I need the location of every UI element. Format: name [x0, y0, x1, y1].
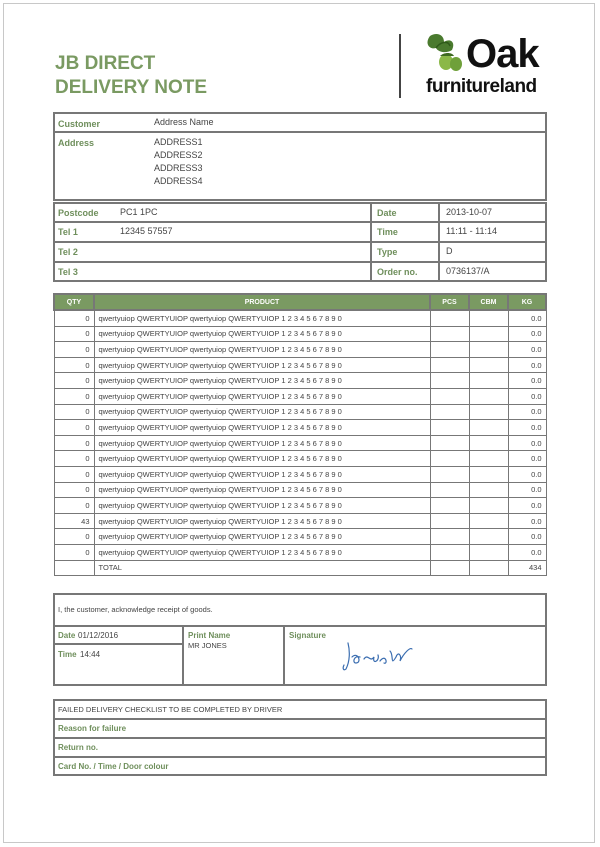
product-cell: qwertyuiop QWERTYUIOP qwertyuiop QWERTYUIOP 1 2 3 4 5 6 7 8 9 0: [94, 420, 430, 436]
divider: [283, 625, 285, 686]
type-value: D: [446, 246, 453, 256]
pcs-cell: [430, 404, 469, 420]
cbm-cell: [469, 388, 508, 404]
qty-cell: 0: [54, 342, 94, 358]
receipt-date-label: Date: [58, 631, 76, 640]
product-cell: qwertyuiop QWERTYUIOP qwertyuiop QWERTYUIOP 1 2 3 4 5 6 7 8 9 0: [94, 498, 430, 514]
cbm-cell: [469, 544, 508, 560]
product-cell: qwertyuiop QWERTYUIOP qwertyuiop QWERTYUIOP 1 2 3 4 5 6 7 8 9 0: [94, 342, 430, 358]
divider: [53, 643, 184, 645]
pcs-cell: [430, 357, 469, 373]
divider: [53, 221, 547, 223]
table-row: [54, 529, 546, 545]
divider: [438, 202, 440, 282]
kg-cell: 0.0: [508, 544, 546, 560]
kg-cell: 0.0: [508, 435, 546, 451]
kg-cell: 0.0: [508, 451, 546, 467]
pcs-cell: [430, 482, 469, 498]
header-divider: [399, 34, 401, 98]
kg-cell: 0.0: [508, 498, 546, 514]
tel1-label: Tel 1: [58, 227, 78, 237]
tel3-label: Tel 3: [58, 267, 78, 277]
kg-cell: 0.0: [508, 357, 546, 373]
cbm-cell: [469, 529, 508, 545]
table-row: [54, 420, 546, 436]
qty-cell: 0: [54, 544, 94, 560]
col-pcs: PCS: [430, 294, 469, 310]
qty-cell: 0: [54, 404, 94, 420]
address-line-4: ADDRESS4: [154, 176, 203, 186]
total-label: TOTAL: [94, 560, 430, 576]
cbm-cell: [469, 373, 508, 389]
product-cell: qwertyuiop QWERTYUIOP qwertyuiop QWERTYUIOP 1 2 3 4 5 6 7 8 9 0: [94, 466, 430, 482]
cbm-cell: [469, 357, 508, 373]
pcs-cell: [430, 326, 469, 342]
cbm-cell: [469, 498, 508, 514]
product-cell: qwertyuiop QWERTYUIOP qwertyuiop QWERTYUIOP 1 2 3 4 5 6 7 8 9 0: [94, 373, 430, 389]
qty-cell: 0: [54, 420, 94, 436]
cbm-cell: [469, 451, 508, 467]
customer-box: [53, 112, 547, 201]
product-cell: qwertyuiop QWERTYUIOP qwertyuiop QWERTYUIOP 1 2 3 4 5 6 7 8 9 0: [94, 435, 430, 451]
kg-cell: 0.0: [508, 466, 546, 482]
pcs-cell: [430, 435, 469, 451]
checklist-title: FAILED DELIVERY CHECKLIST TO BE COMPLETED BY DRIVER: [58, 705, 283, 714]
type-label: Type: [377, 247, 398, 257]
table-row: [54, 326, 546, 342]
document-title: [55, 52, 207, 100]
table-row: [54, 373, 546, 389]
total-kg: 434: [508, 560, 546, 576]
pcs-cell: [430, 310, 469, 326]
pcs-cell: [430, 513, 469, 529]
qty-cell: 0: [54, 388, 94, 404]
oak-leaf-icon: [422, 32, 468, 76]
pcs-cell: [430, 373, 469, 389]
product-cell: qwertyuiop QWERTYUIOP qwertyuiop QWERTYUIOP 1 2 3 4 5 6 7 8 9 0: [94, 482, 430, 498]
customer-value: Address Name: [154, 117, 214, 127]
divider: [53, 718, 547, 720]
product-cell: qwertyuiop QWERTYUIOP qwertyuiop QWERTYUIOP 1 2 3 4 5 6 7 8 9 0: [94, 513, 430, 529]
divider: [53, 625, 547, 627]
address-line-2: ADDRESS2: [154, 150, 203, 160]
cbm-cell: [469, 466, 508, 482]
table-row: [54, 388, 546, 404]
reason-label: Reason for failure: [58, 724, 127, 733]
logo: [420, 32, 550, 102]
print-name-label: Print Name: [188, 631, 231, 640]
divider: [53, 261, 547, 263]
qty-cell: 0: [54, 451, 94, 467]
product-cell: qwertyuiop QWERTYUIOP qwertyuiop QWERTYUIOP 1 2 3 4 5 6 7 8 9 0: [94, 310, 430, 326]
kg-cell: 0.0: [508, 373, 546, 389]
qty-cell: [54, 560, 94, 576]
acknowledge-text: I, the customer, acknowledge receipt of goods.: [58, 605, 213, 614]
product-cell: qwertyuiop QWERTYUIOP qwertyuiop QWERTYUIOP 1 2 3 4 5 6 7 8 9 0: [94, 388, 430, 404]
cbm-cell: [469, 482, 508, 498]
date-label: Date: [377, 208, 397, 218]
kg-cell: 0.0: [508, 388, 546, 404]
logo-subtitle: furnitureland: [426, 76, 537, 97]
col-cbm: CBM: [469, 294, 508, 310]
table-row: [54, 466, 546, 482]
qty-cell: 0: [54, 373, 94, 389]
pcs-cell: [430, 498, 469, 514]
product-cell: qwertyuiop QWERTYUIOP qwertyuiop QWERTYUIOP 1 2 3 4 5 6 7 8 9 0: [94, 357, 430, 373]
logo-oak-text: Oak: [466, 32, 539, 76]
order-label: Order no.: [377, 267, 418, 277]
customer-label: Customer: [58, 119, 101, 129]
address-label: Address: [58, 138, 95, 148]
qty-cell: 0: [54, 529, 94, 545]
cbm-cell: [469, 435, 508, 451]
product-cell: qwertyuiop QWERTYUIOP qwertyuiop QWERTYUIOP 1 2 3 4 5 6 7 8 9 0: [94, 451, 430, 467]
total-row: [54, 560, 546, 576]
table-row: [54, 513, 546, 529]
col-product: PRODUCT: [94, 294, 430, 310]
kg-cell: 0.0: [508, 420, 546, 436]
pcs-cell: [430, 529, 469, 545]
table-row: [54, 482, 546, 498]
col-qty: QTY: [54, 294, 94, 310]
pcs-cell: [430, 466, 469, 482]
date-value: 2013-10-07: [446, 207, 493, 217]
cbm-cell: [469, 420, 508, 436]
qty-cell: 43: [54, 513, 94, 529]
pcs-cell: [430, 342, 469, 358]
signature-label: Signature: [289, 631, 326, 640]
divider: [53, 131, 547, 133]
items-table: [53, 293, 547, 576]
kg-cell: 0.0: [508, 342, 546, 358]
table-row: [54, 342, 546, 358]
return-label: Return no.: [58, 743, 98, 752]
receipt-time-value: 14:44: [80, 650, 101, 659]
kg-cell: 0.0: [508, 310, 546, 326]
cbm-cell: [469, 404, 508, 420]
pcs-cell: [430, 388, 469, 404]
col-kg: KG: [508, 294, 546, 310]
kg-cell: 0.0: [508, 513, 546, 529]
postcode-value: PC1 1PC: [120, 207, 158, 217]
product-cell: qwertyuiop QWERTYUIOP qwertyuiop QWERTYUIOP 1 2 3 4 5 6 7 8 9 0: [94, 326, 430, 342]
address-line-3: ADDRESS3: [154, 163, 203, 173]
table-row: [54, 357, 546, 373]
address-line-1: ADDRESS1: [154, 137, 203, 147]
product-cell: qwertyuiop QWERTYUIOP qwertyuiop QWERTYUIOP 1 2 3 4 5 6 7 8 9 0: [94, 529, 430, 545]
receipt-time-label: Time: [58, 650, 77, 659]
qty-cell: 0: [54, 498, 94, 514]
qty-cell: 0: [54, 466, 94, 482]
cbm-cell: [469, 560, 508, 576]
table-header-row: [54, 294, 546, 310]
kg-cell: 0.0: [508, 404, 546, 420]
kg-cell: 0.0: [508, 529, 546, 545]
table-row: [54, 451, 546, 467]
table-row: [54, 498, 546, 514]
title-line-1: JB DIRECT: [55, 53, 156, 74]
kg-cell: 0.0: [508, 326, 546, 342]
cbm-cell: [469, 513, 508, 529]
table-row: [54, 310, 546, 326]
cbm-cell: [469, 310, 508, 326]
time-value: 11:11 - 11:14: [446, 226, 498, 236]
pcs-cell: [430, 420, 469, 436]
tel1-value: 12345 57557: [120, 226, 173, 236]
qty-cell: 0: [54, 482, 94, 498]
table-row: [54, 544, 546, 560]
table-row: [54, 435, 546, 451]
qty-cell: 0: [54, 357, 94, 373]
receipt-date-value: 01/12/2016: [78, 631, 119, 640]
signature-image: [340, 637, 415, 673]
title-line-2: DELIVERY NOTE: [55, 77, 208, 98]
qty-cell: 0: [54, 326, 94, 342]
kg-cell: 0.0: [508, 482, 546, 498]
table-row: [54, 404, 546, 420]
divider: [53, 737, 547, 739]
postcode-label: Postcode: [58, 208, 99, 218]
pcs-cell: [430, 544, 469, 560]
card-label: Card No. / Time / Door colour: [58, 762, 169, 771]
product-cell: qwertyuiop QWERTYUIOP qwertyuiop QWERTYUIOP 1 2 3 4 5 6 7 8 9 0: [94, 404, 430, 420]
order-value: 0736137/A: [446, 266, 490, 276]
pcs-cell: [430, 560, 469, 576]
time-label: Time: [377, 227, 398, 237]
qty-cell: 0: [54, 435, 94, 451]
print-name-value: MR JONES: [188, 641, 227, 650]
cbm-cell: [469, 326, 508, 342]
divider: [53, 241, 547, 243]
qty-cell: 0: [54, 310, 94, 326]
divider: [182, 625, 184, 686]
tel2-label: Tel 2: [58, 247, 78, 257]
product-cell: qwertyuiop QWERTYUIOP qwertyuiop QWERTYUIOP 1 2 3 4 5 6 7 8 9 0: [94, 544, 430, 560]
cbm-cell: [469, 342, 508, 358]
divider: [53, 756, 547, 758]
pcs-cell: [430, 451, 469, 467]
